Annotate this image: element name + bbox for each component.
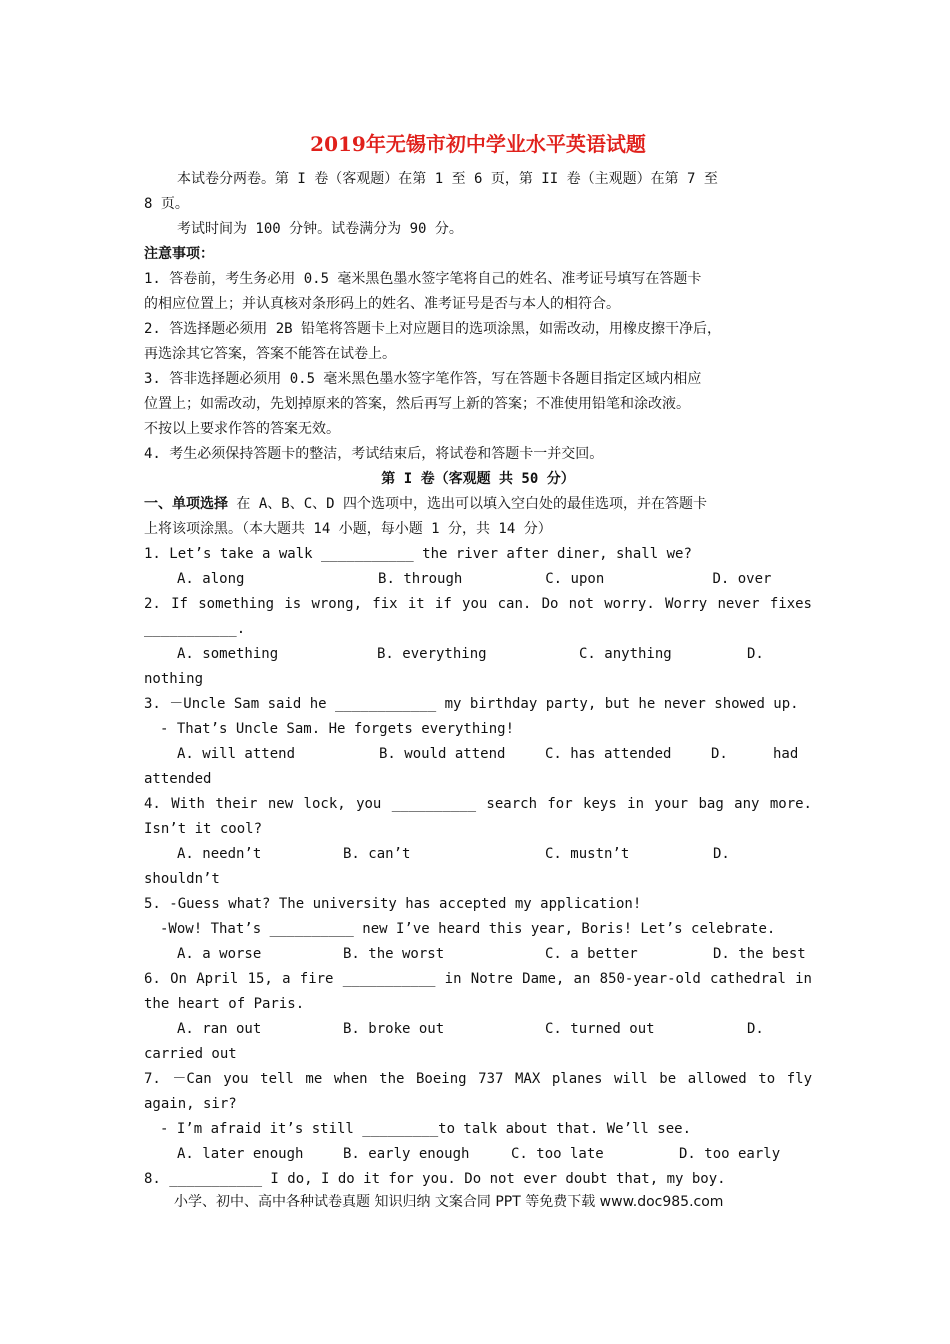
option-b: B. broke out <box>343 1021 445 1037</box>
option-row <box>144 642 812 667</box>
notice-line: 再选涂其它答案，答案不能答在试卷上。 <box>144 346 396 362</box>
question-stem: again, sir? <box>144 1096 237 1112</box>
option-d: D. <box>713 846 730 862</box>
option-wrap: carried out <box>144 1046 237 1062</box>
notice-line: 1. 答卷前，考生务必用 0.5 毫米黑色墨水签字笔将自己的姓名、准考证号填写在答题卡 <box>144 271 702 287</box>
question-stem: 7. －Can you tell me when the Boeing 737 MAX planes will be allowed to fly <box>144 1071 812 1087</box>
option-b: B. the worst <box>343 946 445 962</box>
question-stem: 5. -Guess what? The university has accepted my application! <box>144 896 642 912</box>
notice-line: 4. 考生必须保持答题卡的整洁，考试结束后，将试卷和答题卡一并交回。 <box>144 446 604 462</box>
intro-line: 8 页。 <box>144 196 189 212</box>
option-c: C. too late <box>511 1146 604 1162</box>
notice-line: 3. 答非选择题必须用 0.5 毫米黑色墨水签字笔作答，写在答题卡各题目指定区域内相应 <box>144 371 702 387</box>
option-a: A. later enough <box>177 1146 304 1162</box>
part-heading: 第 I 卷（客观题 共 50 分） <box>381 471 575 487</box>
option-wrap: shouldn’t <box>144 871 220 887</box>
section-heading: 一、单项选择 <box>144 496 228 512</box>
option-row <box>144 942 812 967</box>
option-row <box>144 567 812 592</box>
question-stem: the heart of Paris. <box>144 996 305 1012</box>
option-row <box>144 1017 812 1042</box>
notice-line: 2. 答选择题必须用 2B 铅笔将答题卡上对应题目的选项涂黑，如需改动，用橡皮擦干净后， <box>144 321 721 337</box>
option-a: A. something <box>177 646 279 662</box>
option-row <box>144 842 812 867</box>
option-d: D. the best <box>713 946 806 962</box>
section-intro <box>144 492 812 517</box>
question-stem: 6. On April 15, a fire ___________ in Notre Dame, an 850-year-old cathedral in <box>144 971 812 987</box>
question-stem: - That’s Uncle Sam. He forgets everything! <box>160 721 515 737</box>
question-stem: 4. With their new lock, you __________ search for keys in your bag any more. <box>144 796 812 812</box>
notice-line: 不按以上要求作答的答案无效。 <box>144 421 340 437</box>
question-stem: 1. Let’s take a walk ___________ the river after diner, shall we? <box>144 546 692 562</box>
intro-line: 考试时间为 100 分钟。试卷满分为 90 分。 <box>177 221 463 237</box>
option-b: B. everything <box>377 646 487 662</box>
option-row <box>144 742 812 767</box>
option-a: A. needn’t <box>177 846 262 862</box>
option-d: D. <box>711 746 728 762</box>
question-stem: 8. ___________ I do, I do it for you. Do not ever doubt that, my boy. <box>144 1171 726 1187</box>
option-wrap: attended <box>144 771 212 787</box>
option-b: B. can’t <box>343 846 411 862</box>
question-stem: - I’m afraid it’s still _________to talk about that. We’ll see. <box>160 1121 692 1137</box>
option-d: D. over <box>712 571 772 587</box>
option-c: C. upon <box>545 571 605 587</box>
option-a: A. along <box>177 571 245 587</box>
footer-note: 小学、初中、高中各种试卷真题 知识归纳 文案合同 PPT 等免费下载 www.doc985.com <box>174 1194 724 1210</box>
option-d: D. too early <box>679 1146 781 1162</box>
option-wrap: nothing <box>144 671 204 687</box>
intro-line: 本试卷分两卷。第 I 卷（客观题）在第 1 至 6 页，第 II 卷（主观题）在第 7 至 <box>177 171 718 187</box>
option-d-text: had <box>773 746 799 762</box>
section-desc: 上将该项涂黑。（本大题共 14 小题，每小题 1 分，共 14 分） <box>144 521 552 537</box>
option-row <box>144 1142 812 1167</box>
question-stem: Isn’t it cool? <box>144 821 263 837</box>
page-title: 2019年无锡市初中学业水平英语试题 <box>310 132 646 156</box>
question-stem: 3. －Uncle Sam said he ____________ my birthday party, but he never showed up. <box>144 696 799 712</box>
option-c: C. a better <box>545 946 638 962</box>
notice-line: 的相应位置上；并认真核对条形码上的姓名、准考证号是否与本人的相符合。 <box>144 296 620 312</box>
option-c: C. anything <box>579 646 672 662</box>
section-desc: 在 A、B、C、D 四个选项中，选出可以填入空白处的最佳选项，并在答题卡 <box>228 496 707 512</box>
option-a: A. ran out <box>177 1021 262 1037</box>
option-b: B. through <box>378 571 463 587</box>
exam-page <box>144 128 812 1192</box>
option-a: A. a worse <box>177 946 262 962</box>
question-stem: ___________. <box>144 621 246 637</box>
option-b: B. early enough <box>343 1146 470 1162</box>
option-b: B. would attend <box>379 746 506 762</box>
question-stem: -Wow! That’s __________ new I’ve heard this year, Boris! Let’s celebrate. <box>160 921 776 937</box>
notice-heading: 注意事项： <box>144 246 214 262</box>
option-d: D. <box>747 646 764 662</box>
question-stem: 2. If something is wrong, fix it if you can. Do not worry. Worry never fixes <box>144 596 812 612</box>
option-c: C. mustn’t <box>545 846 630 862</box>
option-c: C. has attended <box>545 746 672 762</box>
option-c: C. turned out <box>545 1021 655 1037</box>
option-d: D. <box>747 1021 764 1037</box>
notice-line: 位置上；如需改动，先划掉原来的答案，然后再写上新的答案；不准使用铅笔和涂改液。 <box>144 396 690 412</box>
option-a: A. will attend <box>177 746 296 762</box>
